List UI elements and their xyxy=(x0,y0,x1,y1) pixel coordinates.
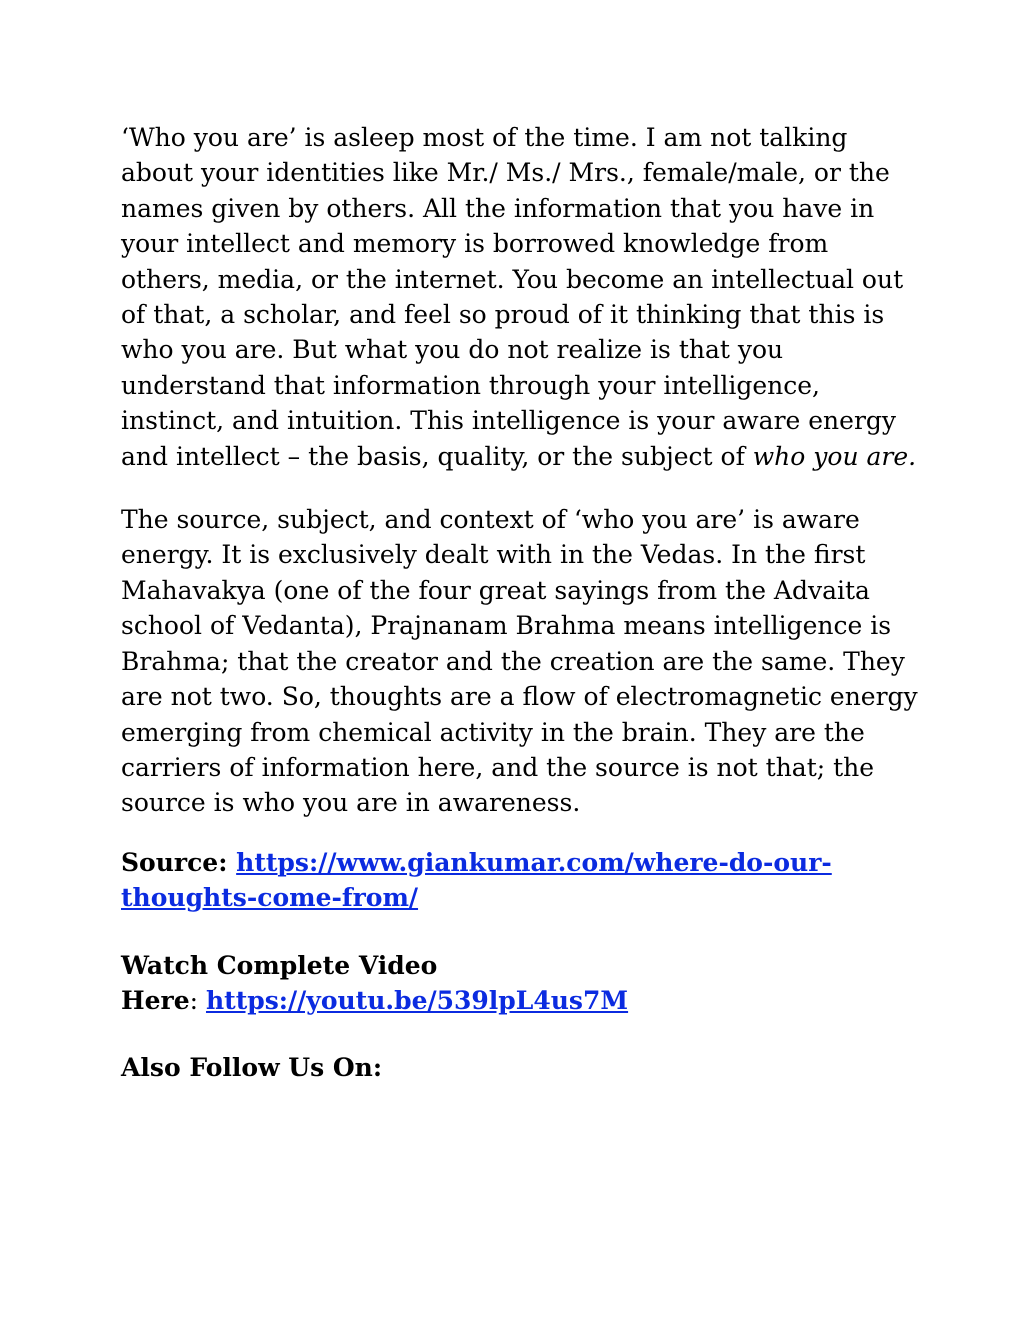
source-link[interactable]: https://www.giankumar.com/where-do-our-thoughts-come-from/ xyxy=(121,847,832,913)
video-link[interactable]: https://youtu.be/539lpL4us7M xyxy=(205,985,629,1015)
source-line xyxy=(121,845,921,916)
follow-us-label: Also Follow Us On: xyxy=(121,1053,383,1083)
watch-video-here-label: Here xyxy=(121,985,190,1015)
watch-video-line xyxy=(121,948,921,1019)
paragraph-1-italic-tail: who you are. xyxy=(752,441,917,471)
watch-video-label: Watch Complete Video xyxy=(121,950,438,980)
source-label: Source: xyxy=(121,847,237,877)
watch-video-separator: : xyxy=(189,985,206,1015)
paragraph-who-you-are xyxy=(121,120,921,474)
paragraph-source-subject xyxy=(121,502,921,821)
follow-us-line xyxy=(121,1050,921,1085)
paragraph-2-text: The source, subject, and context of ‘who you are’ is aware energy. It is exclusively dealt with in the Vedas. In the first Mahavakya (one of the four great sayings from the Advaita school of Vedanta), Prajnanam Brahma means intelligence is Brahma; that the creator and the creation are the same. They are not two. So, thoughts are a flow of electromagnetic energy emerging from chemical activity in the brain. They are the carriers of information here, and the source is not that; the source is who you are in awareness. xyxy=(121,505,918,818)
document-page xyxy=(121,120,921,1108)
paragraph-1-text: ‘Who you are’ is asleep most of the time. I am not talking about your identities like Mr./ Ms./ Mrs., female/male, or the names given by others. All the information that you have in your intellect and memory is borrowed knowledge from others, media, or the internet. You become an intellectual out of that, a scholar, and feel so proud of it thinking that this is who you are. But what you do not realize is that you understand that information through your intelligence, instinct, and intuition. This intelligence is your aware energy and intellect – the basis, quality, or the subject of xyxy=(121,123,904,471)
